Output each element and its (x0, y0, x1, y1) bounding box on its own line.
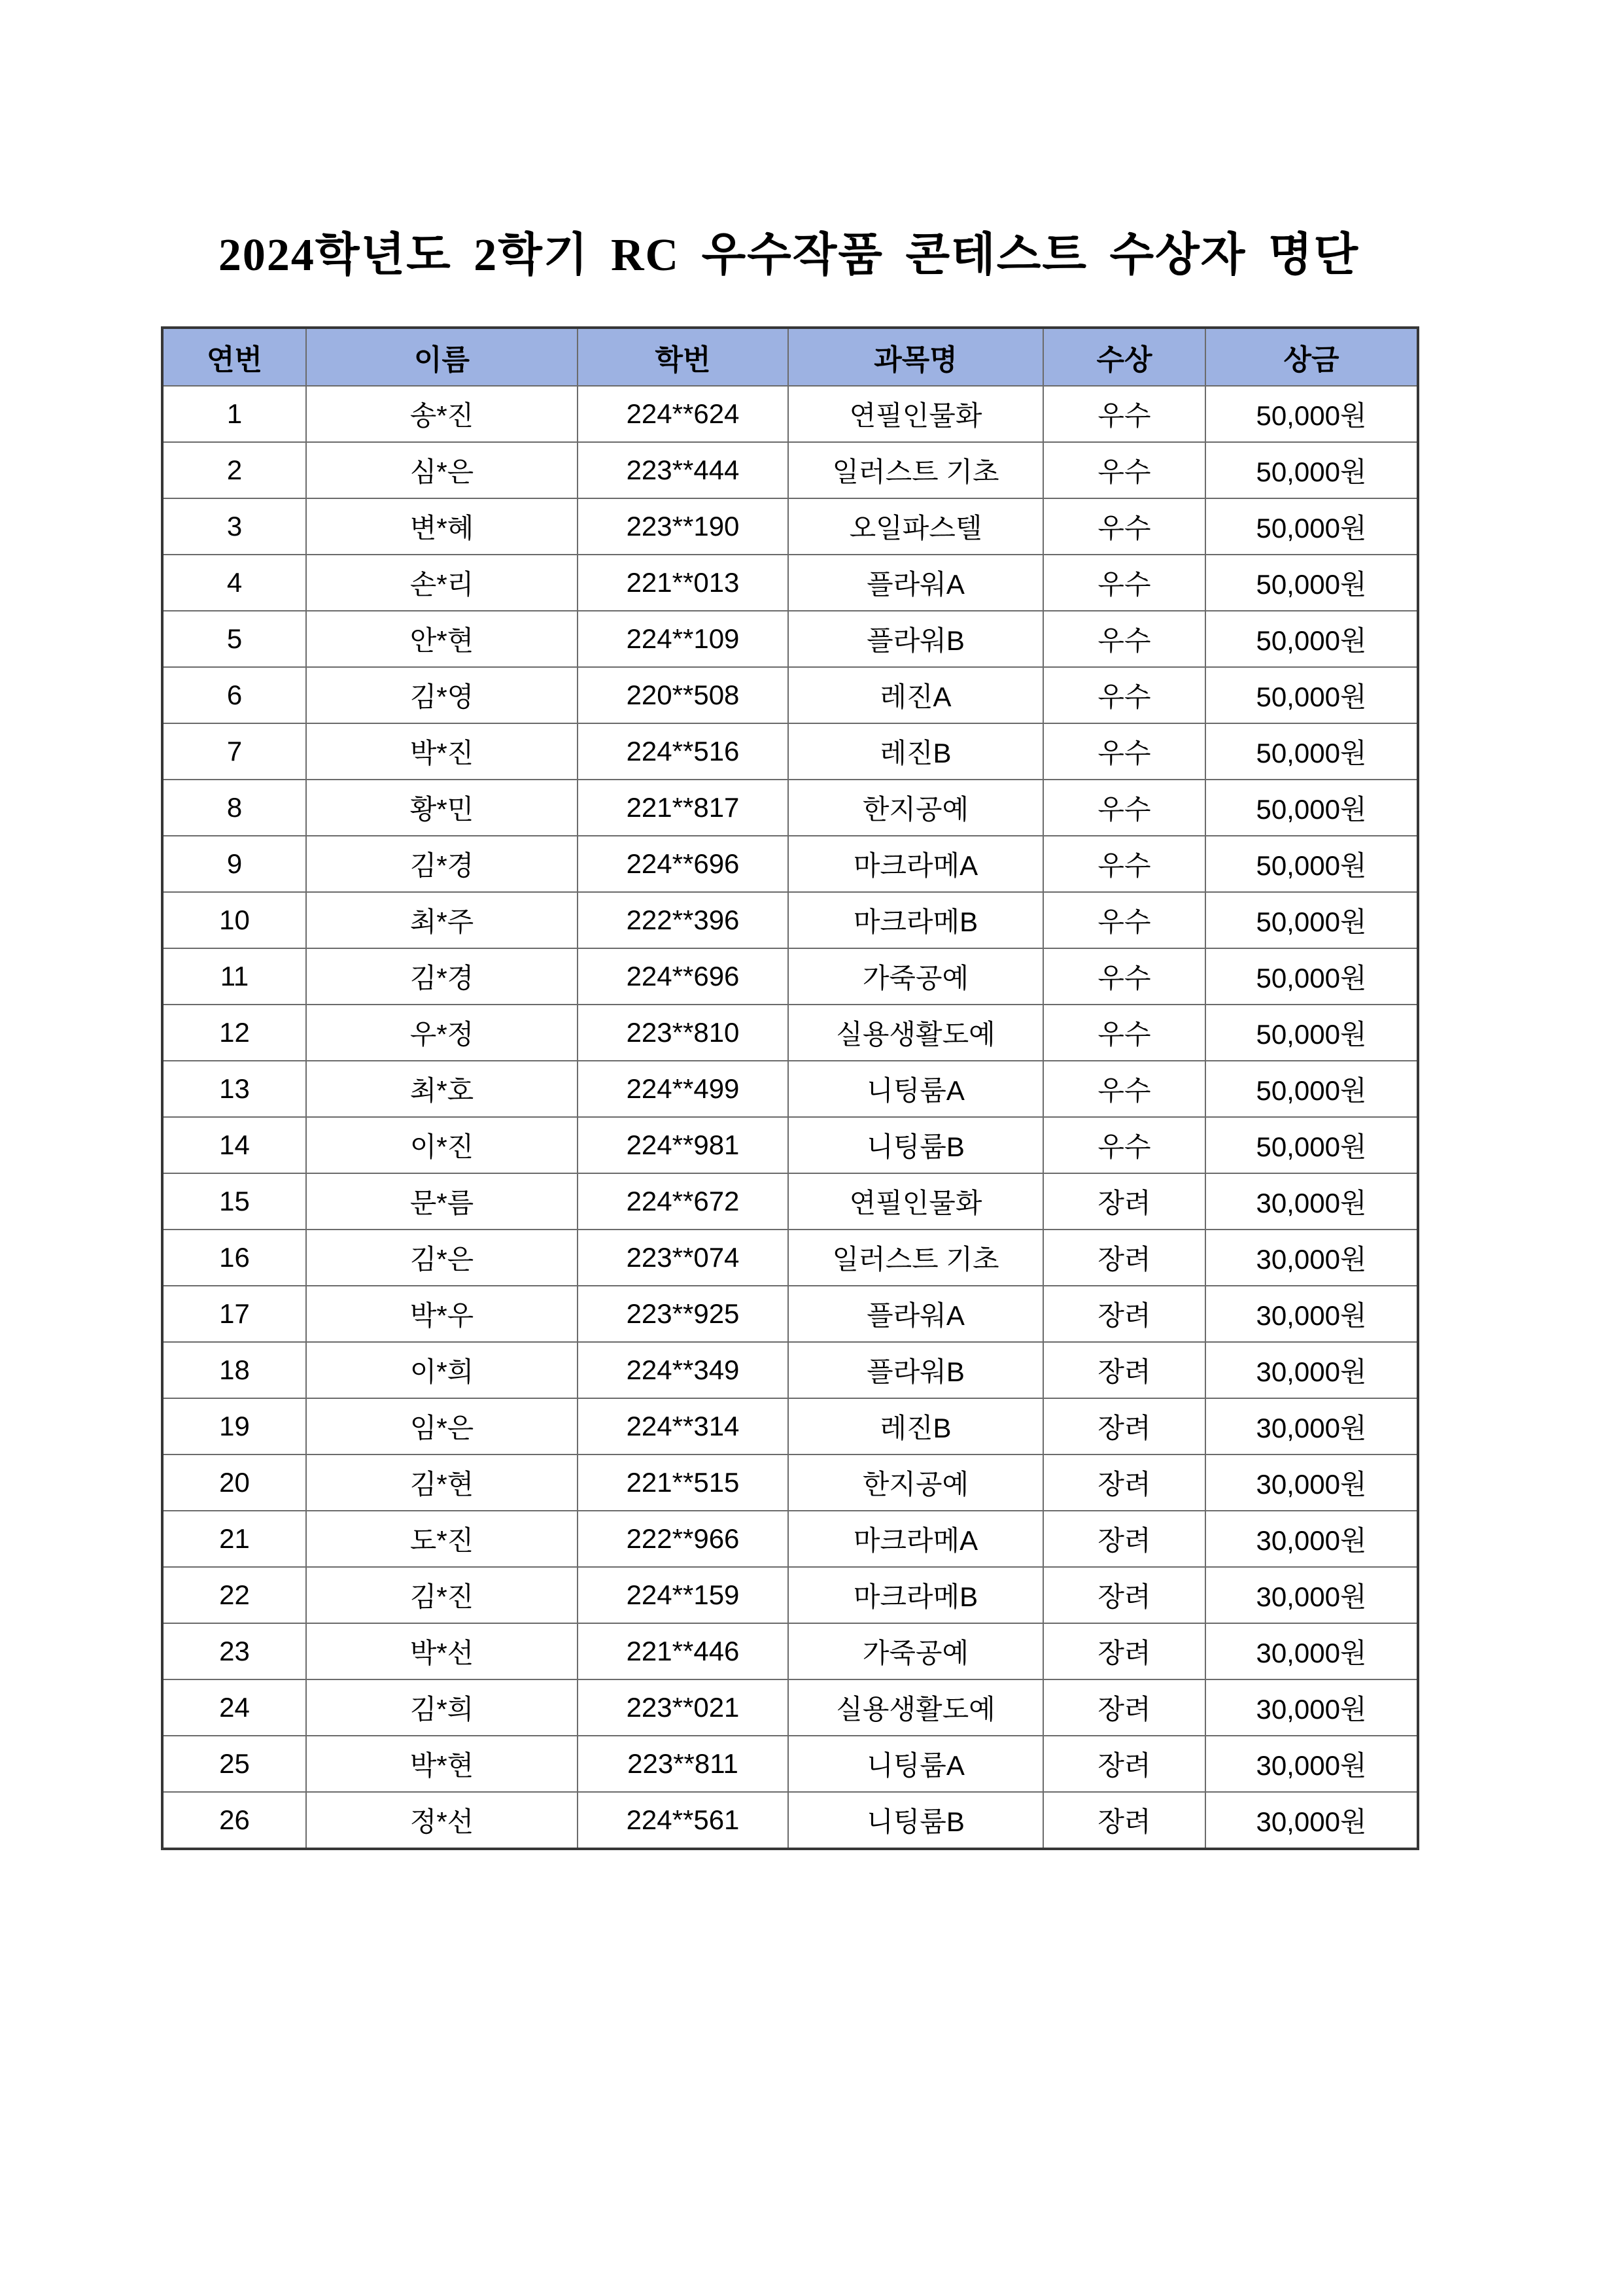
cell-prize: 30,000원 (1205, 1342, 1418, 1398)
cell-student_id: 224**159 (578, 1567, 788, 1623)
cell-no: 24 (162, 1679, 306, 1736)
cell-no: 8 (162, 780, 306, 836)
cell-course: 오일파스텔 (788, 498, 1043, 555)
table-row (162, 723, 1418, 780)
cell-student_id: 224**981 (578, 1117, 788, 1173)
table-row (162, 1061, 1418, 1117)
cell-prize: 50,000원 (1205, 836, 1418, 892)
table-row (162, 1117, 1418, 1173)
cell-name: 이*희 (306, 1342, 578, 1398)
cell-prize: 30,000원 (1205, 1286, 1418, 1342)
cell-name: 변*혜 (306, 498, 578, 555)
cell-name: 김*영 (306, 667, 578, 723)
cell-student_id: 223**811 (578, 1736, 788, 1792)
cell-no: 5 (162, 611, 306, 667)
cell-name: 도*진 (306, 1511, 578, 1567)
table-header-row (162, 328, 1418, 386)
cell-award: 우수 (1043, 442, 1205, 498)
table-row (162, 1792, 1418, 1849)
cell-course: 연필인물화 (788, 1173, 1043, 1230)
cell-course: 레진B (788, 723, 1043, 780)
cell-name: 박*현 (306, 1736, 578, 1792)
cell-prize: 50,000원 (1205, 498, 1418, 555)
cell-course: 일러스트 기초 (788, 1230, 1043, 1286)
cell-name: 김*희 (306, 1679, 578, 1736)
cell-no: 14 (162, 1117, 306, 1173)
table-row (162, 1567, 1418, 1623)
cell-student_id: 223**021 (578, 1679, 788, 1736)
table-row (162, 1679, 1418, 1736)
page-title: 2024학년도 2학기 RC 우수작품 콘테스트 수상자 명단 (218, 230, 1360, 281)
cell-name: 박*선 (306, 1623, 578, 1679)
cell-prize: 50,000원 (1205, 386, 1418, 442)
cell-student_id: 223**074 (578, 1230, 788, 1286)
cell-name: 최*호 (306, 1061, 578, 1117)
cell-student_id: 221**515 (578, 1454, 788, 1511)
table-row (162, 667, 1418, 723)
cell-student_id: 224**672 (578, 1173, 788, 1230)
cell-award: 우수 (1043, 1117, 1205, 1173)
cell-course: 니팅룸B (788, 1792, 1043, 1849)
cell-no: 26 (162, 1792, 306, 1849)
cell-student_id: 221**817 (578, 780, 788, 836)
table-row (162, 1398, 1418, 1454)
cell-name: 김*현 (306, 1454, 578, 1511)
table-row (162, 1454, 1418, 1511)
cell-name: 안*현 (306, 611, 578, 667)
cell-no: 1 (162, 386, 306, 442)
cell-name: 송*진 (306, 386, 578, 442)
cell-student_id: 222**966 (578, 1511, 788, 1567)
cell-name: 최*주 (306, 892, 578, 948)
cell-student_id: 221**013 (578, 555, 788, 611)
cell-award: 장려 (1043, 1173, 1205, 1230)
cell-prize: 50,000원 (1205, 667, 1418, 723)
table-row (162, 1005, 1418, 1061)
cell-no: 11 (162, 948, 306, 1005)
cell-name: 이*진 (306, 1117, 578, 1173)
cell-award: 우수 (1043, 667, 1205, 723)
cell-prize: 50,000원 (1205, 555, 1418, 611)
cell-no: 6 (162, 667, 306, 723)
cell-prize: 50,000원 (1205, 442, 1418, 498)
cell-course: 연필인물화 (788, 386, 1043, 442)
cell-student_id: 224**696 (578, 836, 788, 892)
cell-no: 18 (162, 1342, 306, 1398)
cell-name: 박*우 (306, 1286, 578, 1342)
cell-award: 우수 (1043, 836, 1205, 892)
column-header-award: 수상 (1043, 328, 1205, 386)
cell-award: 장려 (1043, 1679, 1205, 1736)
cell-award: 우수 (1043, 723, 1205, 780)
cell-award: 장려 (1043, 1792, 1205, 1849)
cell-student_id: 224**314 (578, 1398, 788, 1454)
cell-no: 22 (162, 1567, 306, 1623)
cell-course: 가죽공예 (788, 948, 1043, 1005)
cell-prize: 30,000원 (1205, 1173, 1418, 1230)
cell-prize: 50,000원 (1205, 1117, 1418, 1173)
cell-award: 장려 (1043, 1342, 1205, 1398)
cell-student_id: 223**190 (578, 498, 788, 555)
cell-course: 니팅룸B (788, 1117, 1043, 1173)
cell-award: 장려 (1043, 1230, 1205, 1286)
cell-award: 우수 (1043, 780, 1205, 836)
cell-name: 문*름 (306, 1173, 578, 1230)
cell-prize: 50,000원 (1205, 780, 1418, 836)
cell-prize: 30,000원 (1205, 1792, 1418, 1849)
cell-course: 플라워B (788, 1342, 1043, 1398)
cell-no: 20 (162, 1454, 306, 1511)
cell-student_id: 220**508 (578, 667, 788, 723)
cell-student_id: 221**446 (578, 1623, 788, 1679)
cell-prize: 30,000원 (1205, 1511, 1418, 1567)
cell-award: 우수 (1043, 1061, 1205, 1117)
cell-course: 마크라메B (788, 1567, 1043, 1623)
cell-name: 심*은 (306, 442, 578, 498)
table-row (162, 386, 1418, 442)
table-row (162, 948, 1418, 1005)
cell-award: 우수 (1043, 611, 1205, 667)
table-row (162, 1623, 1418, 1679)
table-row (162, 611, 1418, 667)
cell-prize: 30,000원 (1205, 1398, 1418, 1454)
cell-prize: 50,000원 (1205, 611, 1418, 667)
cell-student_id: 224**624 (578, 386, 788, 442)
column-header-course: 과목명 (788, 328, 1043, 386)
awards-table-body (162, 386, 1418, 1849)
cell-student_id: 224**516 (578, 723, 788, 780)
cell-award: 장려 (1043, 1511, 1205, 1567)
cell-prize: 50,000원 (1205, 892, 1418, 948)
cell-award: 우수 (1043, 892, 1205, 948)
cell-award: 우수 (1043, 1005, 1205, 1061)
table-row (162, 1286, 1418, 1342)
column-header-name: 이름 (306, 328, 578, 386)
cell-prize: 50,000원 (1205, 1005, 1418, 1061)
cell-course: 한지공예 (788, 1454, 1043, 1511)
cell-prize: 30,000원 (1205, 1679, 1418, 1736)
cell-name: 황*민 (306, 780, 578, 836)
cell-award: 장려 (1043, 1398, 1205, 1454)
cell-student_id: 224**561 (578, 1792, 788, 1849)
table-row (162, 836, 1418, 892)
cell-award: 장려 (1043, 1623, 1205, 1679)
cell-course: 마크라메A (788, 1511, 1043, 1567)
cell-no: 10 (162, 892, 306, 948)
table-row (162, 1173, 1418, 1230)
cell-name: 김*경 (306, 948, 578, 1005)
cell-prize: 30,000원 (1205, 1567, 1418, 1623)
column-header-prize: 상금 (1205, 328, 1418, 386)
cell-no: 25 (162, 1736, 306, 1792)
cell-course: 플라워A (788, 1286, 1043, 1342)
table-row (162, 1511, 1418, 1567)
cell-course: 일러스트 기초 (788, 442, 1043, 498)
table-row (162, 780, 1418, 836)
cell-no: 3 (162, 498, 306, 555)
cell-course: 마크라메A (788, 836, 1043, 892)
cell-prize: 50,000원 (1205, 1061, 1418, 1117)
table-row (162, 555, 1418, 611)
cell-no: 15 (162, 1173, 306, 1230)
cell-no: 2 (162, 442, 306, 498)
cell-award: 장려 (1043, 1567, 1205, 1623)
table-row (162, 1230, 1418, 1286)
cell-name: 김*경 (306, 836, 578, 892)
column-header-student-id: 학번 (578, 328, 788, 386)
cell-student_id: 223**444 (578, 442, 788, 498)
cell-no: 21 (162, 1511, 306, 1567)
cell-award: 우수 (1043, 555, 1205, 611)
cell-course: 가죽공예 (788, 1623, 1043, 1679)
cell-award: 장려 (1043, 1736, 1205, 1792)
cell-name: 박*진 (306, 723, 578, 780)
cell-prize: 30,000원 (1205, 1454, 1418, 1511)
awards-table (161, 326, 1419, 1850)
cell-no: 7 (162, 723, 306, 780)
cell-student_id: 222**396 (578, 892, 788, 948)
cell-student_id: 223**925 (578, 1286, 788, 1342)
cell-course: 플라워B (788, 611, 1043, 667)
cell-award: 장려 (1043, 1286, 1205, 1342)
cell-award: 장려 (1043, 1454, 1205, 1511)
table-row (162, 1736, 1418, 1792)
cell-prize: 30,000원 (1205, 1623, 1418, 1679)
cell-course: 니팅룸A (788, 1061, 1043, 1117)
cell-award: 우수 (1043, 386, 1205, 442)
cell-name: 우*정 (306, 1005, 578, 1061)
cell-prize: 50,000원 (1205, 723, 1418, 780)
cell-no: 19 (162, 1398, 306, 1454)
cell-award: 우수 (1043, 948, 1205, 1005)
cell-course: 한지공예 (788, 780, 1043, 836)
cell-student_id: 224**109 (578, 611, 788, 667)
cell-student_id: 224**499 (578, 1061, 788, 1117)
cell-award: 우수 (1043, 498, 1205, 555)
cell-name: 김*진 (306, 1567, 578, 1623)
cell-no: 16 (162, 1230, 306, 1286)
cell-name: 김*은 (306, 1230, 578, 1286)
cell-no: 12 (162, 1005, 306, 1061)
cell-course: 플라워A (788, 555, 1043, 611)
cell-name: 손*리 (306, 555, 578, 611)
table-row (162, 1342, 1418, 1398)
cell-no: 9 (162, 836, 306, 892)
cell-no: 4 (162, 555, 306, 611)
cell-course: 레진A (788, 667, 1043, 723)
table-row (162, 892, 1418, 948)
table-row (162, 442, 1418, 498)
cell-prize: 30,000원 (1205, 1230, 1418, 1286)
cell-student_id: 224**349 (578, 1342, 788, 1398)
cell-no: 23 (162, 1623, 306, 1679)
cell-prize: 30,000원 (1205, 1736, 1418, 1792)
cell-course: 레진B (788, 1398, 1043, 1454)
cell-student_id: 223**810 (578, 1005, 788, 1061)
cell-name: 정*선 (306, 1792, 578, 1849)
table-row (162, 498, 1418, 555)
cell-course: 실용생활도예 (788, 1005, 1043, 1061)
cell-course: 니팅룸A (788, 1736, 1043, 1792)
cell-no: 17 (162, 1286, 306, 1342)
cell-student_id: 224**696 (578, 948, 788, 1005)
cell-prize: 50,000원 (1205, 948, 1418, 1005)
cell-course: 마크라메B (788, 892, 1043, 948)
column-header-no: 연번 (162, 328, 306, 386)
cell-course: 실용생활도예 (788, 1679, 1043, 1736)
cell-name: 임*은 (306, 1398, 578, 1454)
cell-no: 13 (162, 1061, 306, 1117)
